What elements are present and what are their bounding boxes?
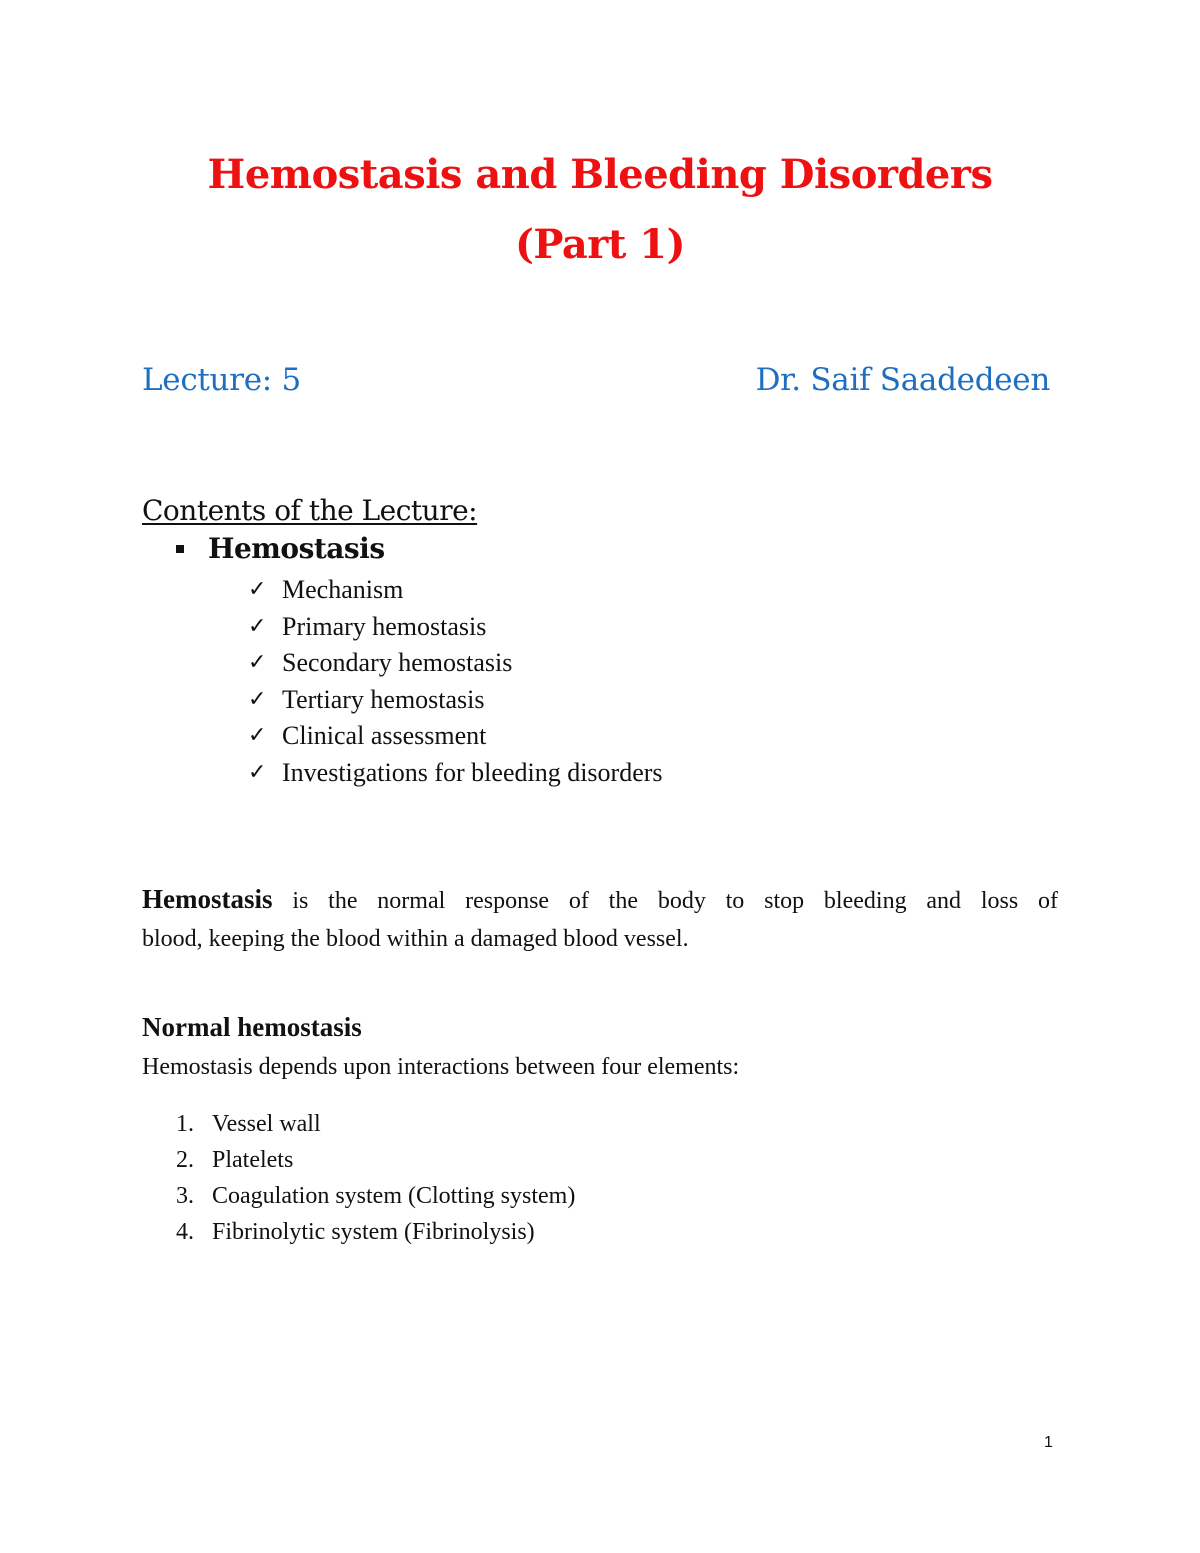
list-item-label: Tertiary hemostasis — [282, 684, 485, 714]
contents-heading: Contents of the Lecture: — [142, 494, 478, 527]
document-title: Hemostasis and Bleeding Disorders — [207, 151, 993, 198]
definition-line-2: blood, keeping the blood within a damaged blood vessel. — [142, 926, 689, 952]
checkmark-icon: ✓ — [248, 613, 267, 639]
list-item-label: Coagulation system (Clotting system) — [212, 1183, 576, 1209]
list-item — [176, 1178, 575, 1214]
list-item-label: Mechanism — [282, 575, 404, 605]
page-number: 1 — [1044, 1434, 1053, 1451]
list-number: 3. — [176, 1183, 194, 1209]
list-number: 1. — [176, 1111, 194, 1137]
lecture-number: Lecture: 5 — [142, 362, 301, 398]
list-item — [248, 645, 663, 682]
definition-line-1 — [142, 880, 1058, 920]
list-item-label: Fibrinolytic system (Fibrinolysis) — [212, 1219, 535, 1245]
list-item-label: Platelets — [212, 1147, 294, 1173]
definition-paragraph — [142, 880, 1058, 958]
list-item-label: Clinical assessment — [282, 721, 487, 751]
checkmark-icon: ✓ — [248, 759, 267, 785]
list-number: 2. — [176, 1147, 194, 1173]
checkmark-icon: ✓ — [248, 650, 267, 676]
checkmark-icon: ✓ — [248, 686, 267, 712]
list-item — [176, 1214, 575, 1250]
definition-text-1: is the normal response of the body to stop bleeding and loss of — [292, 888, 1059, 914]
list-item — [176, 1142, 575, 1178]
square-bullet-icon — [176, 545, 184, 553]
section-heading: Normal hemostasis — [142, 1012, 362, 1042]
list-item — [248, 682, 663, 719]
checkmark-icon: ✓ — [248, 723, 267, 749]
list-item — [248, 609, 663, 646]
list-item-label: Vessel wall — [212, 1111, 321, 1137]
list-item — [176, 1106, 575, 1142]
list-item — [248, 572, 663, 609]
list-item — [248, 718, 663, 755]
list-item-label: Investigations for bleeding disorders — [282, 757, 663, 787]
contents-subtopic-list — [248, 572, 663, 791]
list-item-label: Secondary hemostasis — [282, 648, 513, 678]
list-item-label: Primary hemostasis — [282, 611, 487, 641]
elements-list — [176, 1106, 575, 1250]
contents-topic-label: Hemostasis — [208, 532, 385, 565]
author-name: Dr. Saif Saadedeen — [755, 362, 1050, 398]
checkmark-icon: ✓ — [248, 577, 267, 603]
definition-term: Hemostasis — [142, 884, 273, 914]
contents-topic — [176, 532, 385, 565]
document-subtitle: (Part 1) — [514, 221, 686, 268]
list-number: 4. — [176, 1219, 194, 1245]
section-intro: Hemostasis depends upon interactions between four elements: — [142, 1054, 740, 1080]
list-item — [248, 755, 663, 792]
